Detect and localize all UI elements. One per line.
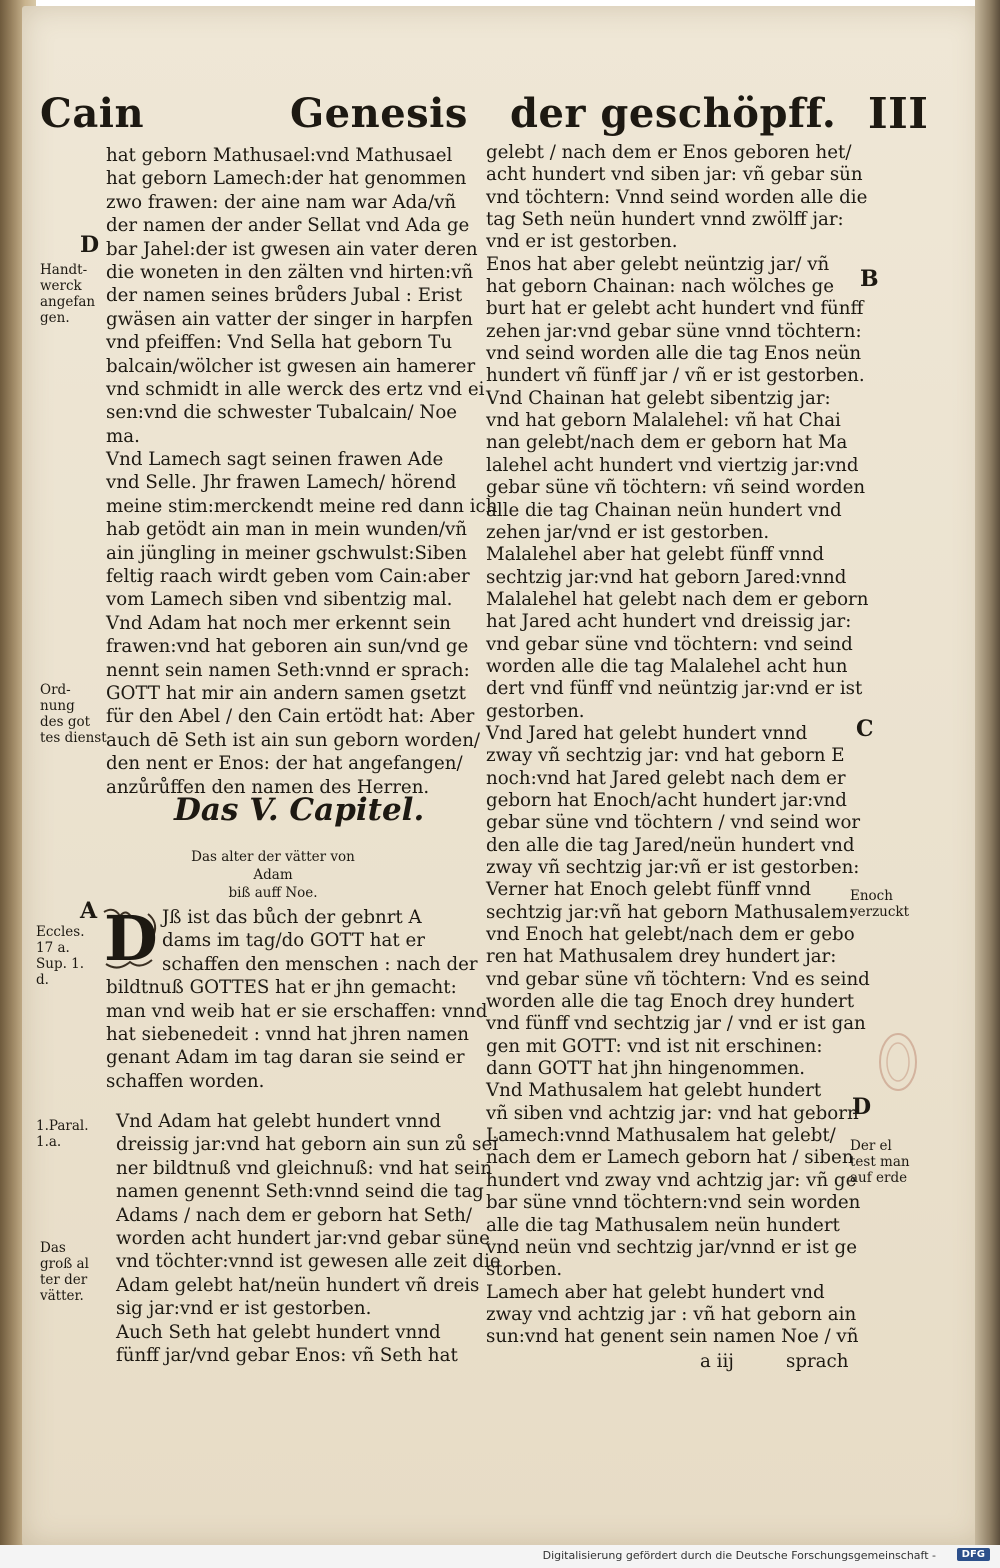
text-line: zway vnd achtzig jar : vñ hat geborn ain [486, 1303, 857, 1325]
text-line: ma. [106, 425, 140, 447]
text-line: Adam gelebt hat/neün hundert vñ dreis [116, 1274, 480, 1296]
text-line: zway vñ sechtzig jar: vnd hat geborn E [486, 745, 845, 767]
text-line: hat siebenedeit : vnnd hat jhren namen [106, 1023, 470, 1045]
text-line: hundert vñ fünff jar / vñ er ist gestorben. [486, 365, 865, 387]
text-line: dann GOTT hat jhn hingenommen. [486, 1058, 806, 1080]
margin-line: Enoch [850, 888, 893, 904]
text-line: vom Lamech siben vnd sibentzig mal. [106, 589, 453, 611]
text-line: Auch Seth hat gelebt hundert vnnd [116, 1321, 441, 1343]
drop-cap: D [104, 902, 158, 975]
folio-number: III [868, 89, 929, 138]
text-line: vnd hat geborn Malalehel: vñ hat Chai [486, 410, 841, 432]
text-line: worden acht hundert jar:vnd gebar süne [116, 1227, 490, 1249]
margin-line: Sup. 1. [36, 956, 85, 972]
chapter-title: Das V. Capitel. [174, 792, 425, 828]
left-column-text-3 [116, 1110, 501, 1367]
catchword: sprach [786, 1351, 849, 1372]
text-line: dreissig jar:vnd hat geborn ain sun zů sei [116, 1134, 499, 1156]
margin-line: test man [850, 1154, 910, 1170]
library-stamp-icon [876, 1030, 920, 1094]
text-line: vnd Selle. Jhr frawen Lamech/ hörend [106, 472, 457, 494]
chapter-summary [170, 848, 376, 902]
text-line: bar Jahel:der ist gwesen ain vater deren [106, 238, 478, 260]
text-line: worden alle die tag Malalehel acht hun [486, 655, 848, 677]
text-line: sechtzig jar:vñ hat geborn Mathusalem: [486, 901, 855, 923]
margin-line: Handt- [40, 262, 88, 278]
text-line: die woneten in den zälten vnd hirten:vñ [106, 261, 474, 283]
section-mark-b: B [860, 266, 879, 292]
text-line: gelebt / nach dem er Enos geboren het/ [486, 142, 852, 163]
text-line: ain jüngling in meiner gschwulst:Siben [106, 542, 467, 564]
margin-line: Das [40, 1240, 66, 1256]
text-line: zehen jar/vnd er ist gestorben. [486, 521, 770, 543]
text-line: vnd schmidt in alle werck des ertz vnd ei [106, 378, 485, 400]
margin-line: nung [40, 698, 75, 714]
section-mark-d-right: D [852, 1094, 872, 1120]
text-line: zway vñ sechtzig jar:vñ er ist gestorben: [486, 857, 860, 878]
text-line: meine stim:merckendt meine red dann ich [106, 495, 498, 517]
text-line: vnd gebar süne vnd töchtern: vnd seind [486, 633, 853, 655]
dfg-logo: DFG [957, 1548, 990, 1561]
text-line: storben. [486, 1259, 563, 1281]
text-line: vñ siben vnd achtzig jar: vnd hat geborn [486, 1102, 859, 1124]
text-line: hundert vnd zway vnd achtzig jar: vñ ge [486, 1169, 857, 1191]
text-line: hat Jared acht hundert vnd dreissig jar: [486, 611, 852, 633]
text-line: noch:vnd hat Jared gelebt nach dem er [486, 767, 846, 789]
text-line: gebar süne vnd töchtern / vnd seind wor [486, 812, 861, 834]
margin-line: werck [40, 278, 82, 294]
running-head-right: der geschöpff. [510, 90, 837, 137]
text-line: Enos hat aber gelebt neüntzig jar/ vñ [486, 253, 830, 275]
margin-line: groß al [40, 1256, 89, 1272]
margin-line: Der el [850, 1138, 892, 1154]
text-line: ner bildtnuß vnd gleichnuß: vnd hat sein [116, 1157, 493, 1179]
text-line: alle die tag Mathusalem neün hundert [486, 1214, 840, 1236]
text-line: sechtzig jar:vnd hat geborn Jared:vnnd [486, 566, 847, 588]
text-line: Malalehel hat gelebt nach dem er geborn [486, 588, 869, 610]
text-line: bildtnuß GOTTES hat er jhn gemacht: [106, 977, 457, 999]
text-line: auch dē Seth ist ain sun geborn worden/ [106, 729, 481, 751]
margin-note [40, 1240, 89, 1304]
margin-line: 1.a. [36, 1134, 62, 1150]
text-line: den alle die tag Jared/neün hundert vnd [486, 834, 855, 856]
margin-line: vätter. [40, 1288, 84, 1304]
text-line: hat geborn Chainan: nach wölches ge [486, 276, 835, 298]
left-column-text-2 [104, 902, 488, 1093]
margin-note [850, 1138, 910, 1186]
margin-line: d. [36, 972, 49, 988]
margin-note [40, 682, 107, 746]
text-line: gebar süne vñ töchtern: vñ seind worden [486, 477, 866, 499]
text-line: Vnd Mathusalem hat gelebt hundert [486, 1080, 822, 1102]
text-line: vnd pfeiffen: Vnd Sella hat geborn Tu [106, 332, 453, 354]
text-line: nach dem er Lamech geborn hat / siben [486, 1147, 854, 1169]
funding-note: Digitalisierung gefördert durch die Deutsche Forschungsgemeinschaft - [542, 1549, 936, 1562]
margin-note [36, 924, 85, 988]
text-line: gestorben. [486, 700, 585, 722]
left-column-text [106, 144, 497, 799]
margin-line: gen. [40, 310, 70, 326]
text-line: sen:vnd die schwester Tubalcain/ Noe [106, 402, 458, 424]
text-line: nan gelebt/nach dem er geborn hat Ma [486, 432, 848, 454]
text-line: der namen der ander Sellat vnd Ada ge [106, 215, 470, 237]
text-line: hat geborn Mathusael:vnd Mathusael [106, 145, 453, 166]
page-edge [975, 0, 1000, 1545]
text-line: Verner hat Enoch gelebt fünff vnnd [486, 879, 812, 901]
text-line: gen mit GOTT: vnd ist nit erschinen: [486, 1035, 823, 1057]
text-line: Vnd Adam hat noch mer erkennt sein [106, 612, 451, 634]
section-mark-d: D [80, 232, 100, 258]
text-line: Jß ist das bůch der gebnrt A [162, 907, 422, 928]
text-line: acht hundert vnd siben jar: vñ gebar sün [486, 164, 863, 186]
text-line: ren hat Mathusalem drey hundert jar: [486, 946, 837, 968]
text-line: schaffen den menschen : nach der [162, 953, 478, 975]
text-line: GOTT hat mir ain andern samen gsetzt [106, 682, 466, 704]
margin-line: angefan [40, 294, 96, 310]
section-mark-a: A [80, 898, 98, 924]
text-line: Malalehel aber hat gelebt fünff vnnd [486, 544, 825, 566]
text-line: der namen seines brůders Jubal : Erist [106, 285, 463, 307]
margin-note [36, 1118, 89, 1150]
signature-mark: a iij [700, 1351, 734, 1372]
text-line: fünff jar/vnd gebar Enos: vñ Seth hat [116, 1344, 458, 1366]
text-line: worden alle die tag Enoch drey hundert [486, 991, 855, 1013]
text-line: zwo frawen: der aine nam war Ada/vñ [106, 191, 457, 213]
text-line: vnd neün vnd sechtzig jar/vnnd er ist ge [486, 1236, 857, 1258]
text-line: sig jar:vnd er ist gestorben. [116, 1298, 372, 1320]
text-line: schaffen worden. [106, 1070, 265, 1092]
margin-line: auf erde [850, 1170, 908, 1186]
text-line: Vnd Chainan hat gelebt sibentzig jar: [486, 387, 831, 409]
chapter-summary-line: biß auff Noe. [228, 885, 318, 901]
margin-line: verzuckt [850, 904, 910, 920]
text-line: gwäsen ain vatter der singer in harpfen [106, 308, 473, 330]
margin-note [850, 888, 909, 920]
text-line: Adams / nach dem er geborn hat Seth/ [116, 1204, 473, 1226]
text-line: sun:vnd hat genent sein namen Noe / vñ [486, 1326, 859, 1348]
text-line: Lamech aber hat gelebt hundert vnd [486, 1281, 825, 1303]
text-line: dert vnd fünff vnd neüntzig jar:vnd er ist [486, 678, 863, 700]
margin-line: des got [40, 714, 91, 730]
text-line: feltig raach wirdt geben vom Cain:aber [106, 566, 470, 588]
text-line: vnd seind worden alle die tag Enos neün [486, 343, 862, 365]
text-line: balcain/wölcher ist gwesen ain hamerer [106, 355, 476, 377]
text-line: bar süne vnnd töchtern:vnd sein worden [486, 1192, 861, 1214]
text-line: man vnd weib hat er sie erschaffen: vnnd [106, 1000, 488, 1022]
margin-note [40, 262, 95, 326]
text-line: geborn hat Enoch/acht hundert jar:vnd [486, 789, 847, 811]
right-column-text [486, 142, 870, 1349]
text-line: Vnd Adam hat gelebt hundert vnnd [116, 1111, 441, 1132]
section-mark-c: C [856, 716, 874, 742]
text-line: zehen jar:vnd gebar süne vnnd töchtern: [486, 320, 862, 342]
text-line: Vnd Lamech sagt seinen frawen Ade [106, 449, 444, 471]
text-line: genant Adam im tag daran sie seind er [106, 1047, 465, 1069]
text-line: vnd töchtern: Vnnd seind worden alle die [486, 186, 868, 208]
text-line: nennt sein namen Seth:vnnd er sprach: [106, 659, 470, 681]
margin-line: Eccles. [36, 924, 85, 940]
text-line: dams im tag/do GOTT hat er [162, 930, 425, 952]
text-line: hat geborn Lamech:der hat genommen [106, 168, 467, 190]
text-line: den nent er Enos: der hat angefangen/ [106, 753, 463, 775]
margin-line: 1.Paral. [36, 1118, 89, 1134]
text-line: hab getödt ain man in mein wunden/vñ [106, 519, 467, 541]
text-line: Lamech:vnnd Mathusalem hat gelebt/ [486, 1125, 836, 1147]
text-line: vnd er ist gestorben. [486, 231, 678, 253]
running-head-left: Cain [40, 90, 145, 137]
text-line: vnd fünff vnd sechtzig jar / vnd er ist gan [486, 1013, 866, 1035]
text-line: für den Abel / den Cain ertödt hat: Aber [106, 706, 475, 728]
text-line: burt hat er gelebt acht hundert vnd fünff [486, 298, 864, 320]
text-line: namen genennt Seth:vnnd seind die tag [116, 1181, 484, 1203]
text-line: anzůrůffen den namen des Herren. [106, 776, 430, 798]
margin-line: tes dienst [40, 730, 107, 746]
margin-line: Ord- [40, 682, 71, 698]
margin-line: ter der [40, 1272, 88, 1288]
text-line: alle die tag Chainan neün hundert vnd [486, 499, 842, 521]
text-line: Vnd Jared hat gelebt hundert vnnd [486, 722, 808, 744]
running-head-center: Genesis [290, 90, 468, 137]
text-line: lalehel acht hundert vnd viertzig jar:vnd [486, 454, 859, 476]
text-line: vnd Enoch hat gelebt/nach dem er gebo [486, 924, 855, 946]
text-line: vnd gebar süne vñ töchtern: Vnd es seind [486, 968, 870, 990]
text-line: vnd töchter:vnnd ist gewesen alle zeit die [116, 1251, 501, 1273]
text-line: tag Seth neün hundert vnnd zwölff jar: [486, 209, 844, 231]
chapter-summary-line: Das alter der vätter von Adam [191, 849, 355, 883]
text-line: frawen:vnd hat geboren ain sun/vnd ge [106, 636, 469, 658]
margin-line: 17 a. [36, 940, 70, 956]
